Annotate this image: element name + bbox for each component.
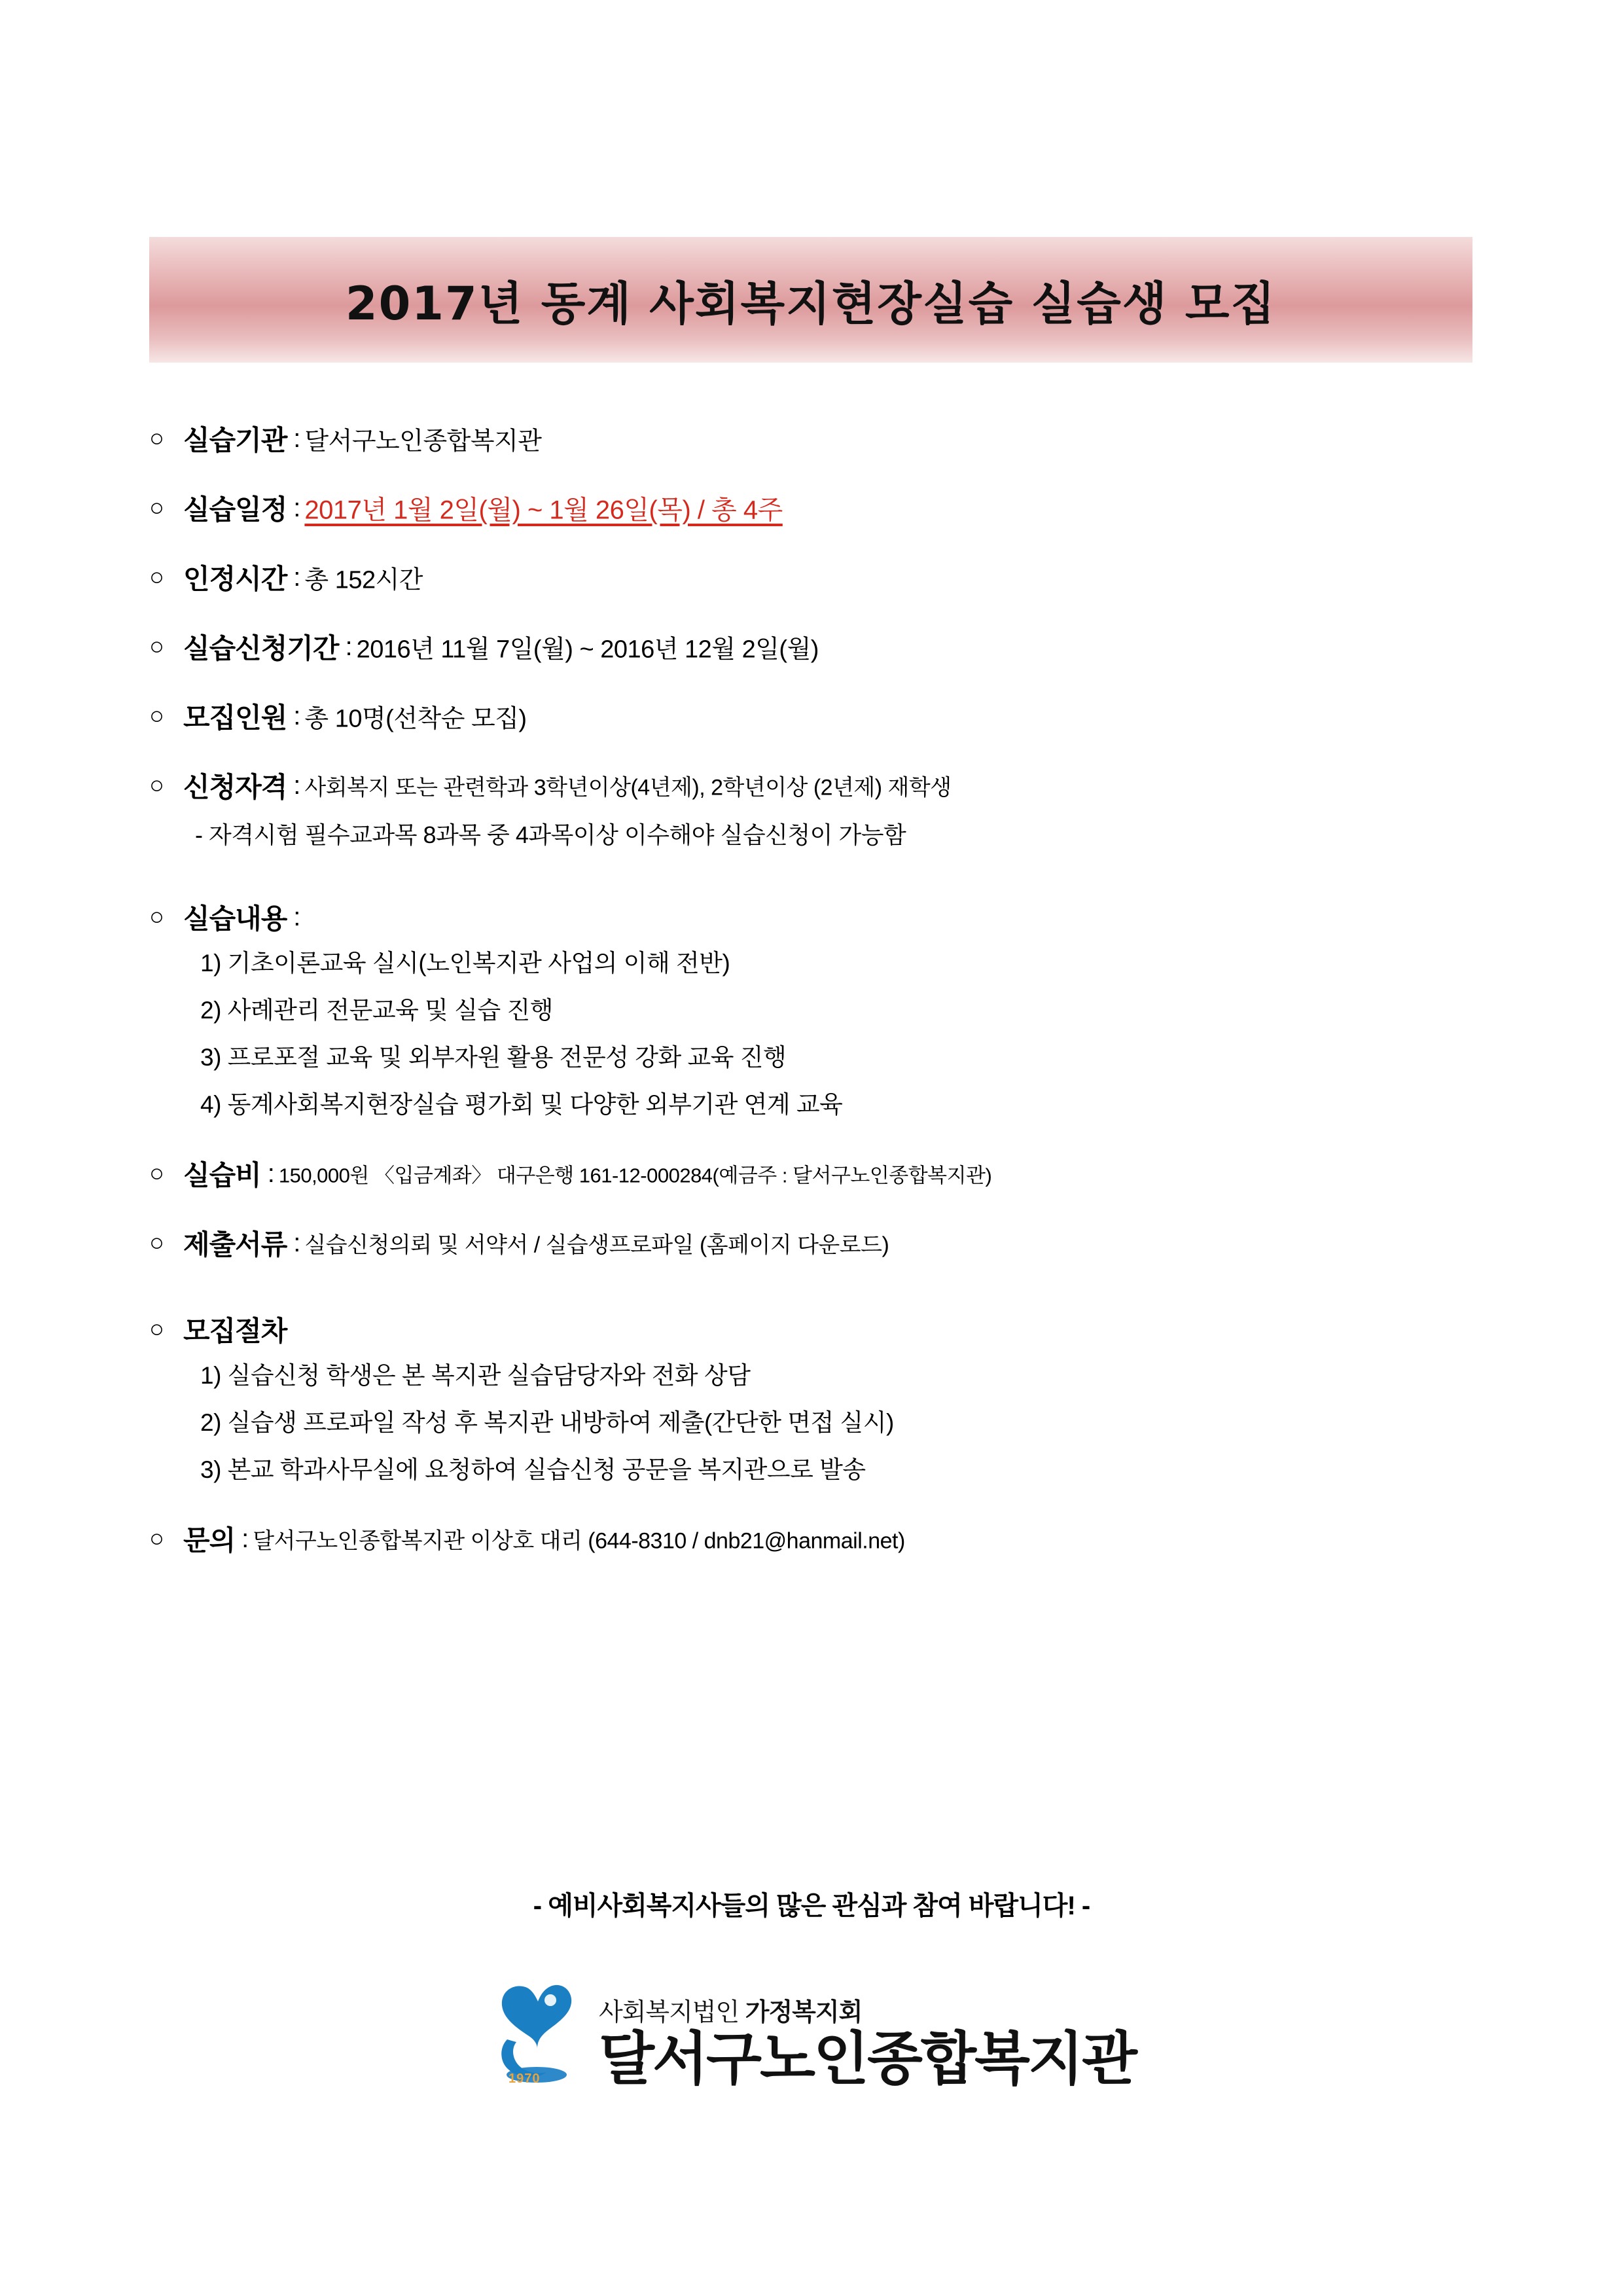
- bullet-icon: ○: [149, 633, 164, 660]
- content-line-4: 4) 동계사회복지현장실습 평가회 및 다양한 외부기관 연계 교육: [200, 1091, 843, 1118]
- item-value: 150,000원 〈입금계좌〉 대구은행 161-12-000284(예금주 : 달서구노인종합복지관): [278, 1164, 992, 1187]
- title-banner: [149, 237, 1472, 363]
- item-value: 달서구노인종합복지관: [304, 427, 542, 456]
- spacer: [149, 1293, 1497, 1310]
- bullet-icon: ○: [149, 903, 164, 931]
- list-item-inquiry: [149, 1519, 1497, 1558]
- logo-year-label: 1970: [508, 2072, 541, 2086]
- bullet-icon: ○: [149, 1525, 164, 1552]
- bullet-icon: ○: [149, 494, 164, 522]
- spacer: [149, 1137, 1497, 1154]
- item-colon: :: [293, 1228, 301, 1257]
- item-colon: :: [267, 1158, 275, 1188]
- poster-body: [149, 419, 1497, 1588]
- org-name: 가정복지회: [745, 1999, 863, 2026]
- item-colon: :: [293, 493, 301, 522]
- content-line-3: 3) 프로포절 교육 및 외부자원 활용 전문성 강화 교육 진행: [200, 1044, 787, 1071]
- bullet-icon: ○: [149, 702, 164, 730]
- procedure-line-1: 1) 실습신청 학생은 본 복지관 실습담당자와 전화 상담: [200, 1362, 751, 1389]
- bullet-icon: ○: [149, 1229, 164, 1257]
- item-colon: :: [241, 1524, 249, 1553]
- footer-logo: [0, 1977, 1623, 2091]
- item-colon: :: [293, 701, 301, 730]
- closing-message: - 예비사회복지사들의 많은 관심과 참여 바랍니다! -: [533, 1892, 1090, 1920]
- qualification-note: - 자격시험 필수교과목 8과목 중 4과목이상 이수해야 실습신청이 가능함: [195, 821, 906, 848]
- spacer: [149, 1502, 1497, 1519]
- item-colon: :: [293, 902, 301, 931]
- item-colon: :: [293, 562, 301, 592]
- item-label: 모집절차: [183, 1316, 287, 1346]
- list-item-procedure: [149, 1310, 1497, 1485]
- list-item-quota: [149, 696, 1497, 736]
- list-item-fee: [149, 1154, 1497, 1193]
- item-label: 신청자격: [183, 772, 287, 802]
- bullet-icon: ○: [149, 425, 164, 452]
- list-item-documents: [149, 1223, 1497, 1263]
- bullet-icon: ○: [149, 1160, 164, 1187]
- item-value: 달서구노인종합복지관 이상호 대리 (644-8310 / dnb21@hanmail.net): [253, 1528, 905, 1554]
- page-title: 2017년 동계 사회복지현장실습 실습생 모집: [345, 276, 1277, 331]
- item-label: 문의: [183, 1525, 236, 1556]
- item-colon: :: [345, 632, 353, 661]
- item-label: 실습일정: [183, 494, 287, 525]
- item-label: 인정시간: [183, 564, 287, 594]
- bullet-icon: ○: [149, 1316, 164, 1343]
- list-item-content: [149, 897, 1497, 1120]
- bullet-icon: ○: [149, 772, 164, 799]
- item-label: 모집인원: [183, 702, 287, 733]
- item-value: 총 10명(선착순 모집): [304, 705, 527, 733]
- item-value: 실습신청의뢰 및 서약서 / 실습생프로파일 (홈페이지 다운로드): [304, 1232, 889, 1258]
- organization-logo-icon: [488, 1977, 586, 2088]
- item-label: 실습신청기간: [183, 633, 339, 664]
- item-colon: :: [293, 770, 301, 800]
- item-label: 실습기관: [183, 425, 287, 456]
- list-item-application-period: [149, 627, 1497, 666]
- list-item-institution: [149, 419, 1497, 458]
- org-prefix-line: [599, 1992, 1135, 2028]
- bullet-icon: ○: [149, 564, 164, 591]
- logo-text-block: [598, 1992, 1136, 2091]
- org-prefix: 사회복지법인: [598, 1999, 740, 2026]
- item-value: 사회복지 또는 관련학과 3학년이상(4년제), 2학년이상 (2년제) 재학생: [304, 775, 952, 800]
- center-name: 달서구노인종합복지관: [598, 2026, 1136, 2091]
- item-value: 2016년 11월 7일(월) ~ 2016년 12월 2일(월): [356, 636, 819, 664]
- list-item-schedule: [149, 488, 1497, 528]
- item-label: 실습내용: [183, 903, 287, 934]
- item-value-highlight: 2017년 1월 2일(월) ~ 1월 26일(목) / 총 4주: [304, 495, 783, 525]
- content-line-1: 1) 기초이론교육 실시(노인복지관 사업의 이해 전반): [200, 950, 730, 977]
- list-item-hours: [149, 558, 1497, 597]
- list-item-qualification: [149, 766, 1497, 850]
- content-line-2: 2) 사례관리 전문교육 및 실습 진행: [200, 997, 553, 1024]
- spacer: [149, 880, 1497, 897]
- logo-group: [488, 1977, 1136, 2091]
- item-label: 제출서류: [183, 1229, 287, 1260]
- item-colon: :: [293, 423, 301, 453]
- procedure-line-2: 2) 실습생 프로파일 작성 후 복지관 내방하여 제출(간단한 면접 실시): [200, 1409, 894, 1436]
- item-label: 실습비: [183, 1160, 261, 1191]
- procedure-line-3: 3) 본교 학과사무실에 요청하여 실습신청 공문을 복지관으로 발송: [200, 1456, 866, 1483]
- item-value: 총 152시간: [304, 566, 423, 594]
